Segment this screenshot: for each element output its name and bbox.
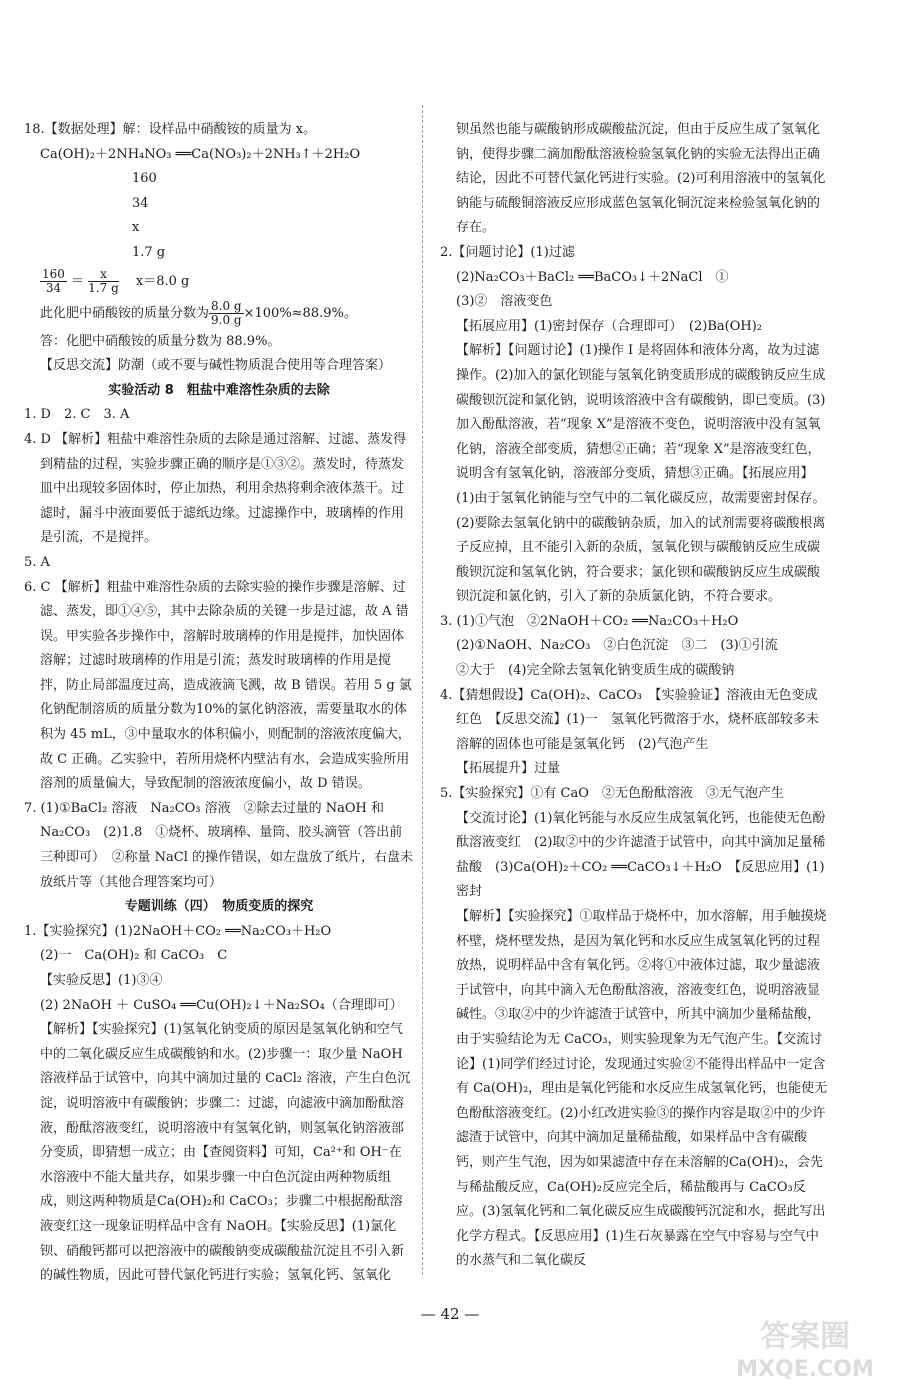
answer-4: 4. D 【解析】粗盐中难溶性杂质的去除是通过溶解、过滤、蒸发得到精盐的过程，实验步骤正确的顺序是①③②。蒸发时，待蒸发皿中出现较多固体时，停止加热，利用余热将剩余液体蒸干。过滤时，漏斗中液面要低于滤纸边缘。过滤操作中，玻璃棒的作用是引流，不是搅拌。 (24, 431, 407, 546)
svg-text:MXQE.COM: MXQE.COM (736, 1357, 874, 1382)
svg-text:答案圈: 答案圈 (760, 1319, 850, 1354)
answer-5: 5. A (24, 554, 50, 570)
t2-analysis: 【解析】【问题讨论】(1)操作 I 是将固体和液体分离，故为过滤操作。(2)加入的氯化钡能与氢氧化钠变质形成的碳酸钠反应生成碳酸钡沉淀和氯化钠，说明该溶液中含有碳酸钠，即已变质。(3)加入酚酞溶液，若“现象 X”是溶液不变色，说明溶液中没有氢氧化钠，溶液全部变质，猜想②正确；若“现象 X”是溶液变红色，说明含有氢氧化钠，溶液部分变质，猜想③正确。【拓展应用】(1)由于氢氧化钠能与空气中的二氧化碳反应，故需要密封保存。(2)要除去氢氧化钠中的碳酸钠杂质，加入的试剂需要将碳酸根离子反应掉，且不能引入新的杂质，氢氧化钡与碳酸钠反应生成碳酸钡沉淀和氢氧化钠，符合要求；氯化钡和碳酸钠反应生成碳酸钡沉淀和氯化钠，引入了新的杂质氯化钠，不符合要求。 (456, 343, 826, 605)
q18-mass-row: x1.7 g (132, 220, 166, 260)
q18-equation: Ca(OH)₂＋2NH₄NO₃ ══Ca(NO₃)₂＋2NH₃↑＋2H₂O (40, 146, 361, 162)
t3-part2: (2)①NaOH、Na₂CO₃ ②白色沉淀 ③二 (3)①引流 (456, 638, 778, 654)
answers-1-3: 1. D 2. C 3. A (24, 407, 130, 423)
fraction-8-9: $\frac{8.0 g}{9.0 g}$ (211, 298, 242, 327)
t1-analysis-cont: 钡虽然也能与碳酸钠形成碳酸盐沉淀，但由于反应生成了氢氧化钠，使得步骤二滴加酚酞溶液检验氢氧化钠的实验无法得出正确结论，因此不可替代氯化钙进行实验。(2)可利用溶液中的氢氧化钠能与硫酸铜溶液反应形成蓝色氢氧化铜沉淀来检验氢氧化钠的存在。 (456, 122, 826, 236)
left-column (24, 118, 414, 1289)
t3-part4: ②大于 (4)完全除去氢氧化钠变质生成的碳酸钠 (456, 663, 735, 679)
answer-7: 7. (1)①BaCl₂ 溶液 Na₂CO₃ 溶液 ②除去过量的 NaOH 和 Na₂CO₃ (2)1.8 ①烧杯、玻璃棒、量筒、胶头滴管（答出前三种即可） ②称量 NaCl 的操作错误，如左盘放了纸片，右盘未放纸片等（其他合理答案均可） (24, 800, 413, 890)
column-divider (422, 105, 423, 1275)
page-number: — 42 — (420, 1305, 480, 1323)
t1-part2: (2)一 Ca(OH)₂ 和 CaCO₃ C (40, 948, 228, 964)
t5-analysis: 【解析】【实验探究】①取样品于烧杯中，加水溶解，用手触摸烧杯壁，烧杯壁发热，是因为氧化钙和水反应生成氢氧化钙的过程放热，说明样品中含有氧化钙。②将①中液体过滤，取少量滤液于试管中，向其中滴入无色酚酞溶液，溶液变红色，说明溶液显碱性。③取②中的少许滤渣于试管中，所其中滴加少量稀盐酸，由于实验结论为无 CaCO₃，则实验现象为无气泡产生。【交流讨论】(1)同学们经过讨论，发现通过实验②不能得出样品中一定含有 Ca(OH)₂，理由是氧化钙能和水反应生成氢氧化钙，也能使无色酚酞溶液变红。(2)小红改进实验③的操作内容是取②中的少许滤渣于试管中，向其中滴加足量稀盐酸，如果样品中含有碳酸钙，则产生气泡，因为如果滤渣中存在未溶解的Ca(OH)₂，会先与稀盐酸反应，Ca(OH)₂反应完全后，稀盐酸再与 CaCO₃反应。(3)氢氧化钙和二氧化碳反应生成碳酸钙沉淀和水，据此写出化学方程式。【反思应用】(1)生石灰暴露在空气中容易与空气中的水蒸气和二氧化碳反 (456, 909, 828, 1269)
t2-extension: 【拓展应用】(1)密封保存（合理即可） (2)Ba(OH)₂ (456, 318, 762, 334)
q18-percentage: 此化肥中硝酸铵的质量分数为 $\frac{8.0 g}{9.0 g}$ ×100%≈88.9%。 (40, 298, 357, 327)
t1-reflection: 【实验反思】(1)③④ (40, 973, 163, 988)
t1-reflection-2: (2) 2NaOH ＋ CuSO₄ ══Cu(OH)₂↓＋Na₂SO₄（合理即可） (40, 997, 403, 1013)
q18-reflection: 【反思交流】防潮（或不要与碱性物质混合使用等合理答案） (40, 358, 392, 374)
answer-6: 6. C 【解析】粗盐中难溶性杂质的去除实验的操作步骤是溶解、过滤、蒸发，即①④⑤，其中去除杂质的关键一步是过滤，故 A 错误。甲实验各步操作中，溶解时玻璃棒的作用是搅拌，加快固体溶解；过滤时玻璃棒的作用是引流；蒸发时玻璃棒的作用是搅拌，防止局部温度过高，造成液滴飞溅，故 B 错误。若用 5 g 氯化钠配制溶质的质量分数为10%的氯化钠溶液，需要量取水的体积为 45 mL，③中量取水的体积偏小，则配制的溶液浓度偏大，故 C 正确。乙实验中，若所用烧杯内壁沾有水，会造成实验所用溶剂的质量偏大，导致配制的溶液浓度偏小，故 D 错误。 (24, 579, 412, 792)
t4-answer: 4.【猜想假设】Ca(OH)₂、CaCO₃ 【实验验证】溶液由无色变成红色 【反思交流】(1)一 氢氧化钙微溶于水，烧杯底部较多未溶解的固体也可能是氢氧化钙 (2)气泡产生 (440, 687, 819, 752)
section-title-special-training-4: 专题训练（四） 物质变质的探究 (124, 899, 314, 915)
right-column (440, 118, 830, 1274)
t2-equation: (2)Na₂CO₃＋BaCl₂ ══BaCO₃↓＋2NaCl ① (456, 269, 729, 285)
t5-experiment: 5.【实验探究】①有 CaO ②无色酚酞溶液 ③无气泡产生 (440, 786, 784, 802)
t2-part3: (3)② 溶液变色 (456, 294, 553, 310)
section-title-activity-8: 实验活动 8 粗盐中难溶性杂质的去除 (108, 382, 330, 398)
t5-discussion: 【交流讨论】(1)氧化钙能与水反应生成氢氧化钙，也能使无色酚酞溶液变红 (2)取②中的少许滤渣于试管中，向其中滴加足量稀盐酸 (3)Ca(OH)₂＋CO₂ ══CaCO₃↓＋H₂O 【反思应用】(1)密封 (456, 810, 826, 900)
watermark-logo (720, 1312, 890, 1384)
fraction-160-34: $\frac{160}{34}$ (42, 266, 65, 295)
q18-proportion: $\frac{160}{34}$ ＝ $\frac{x}{1.7 g}$ x＝8.0 g (42, 266, 190, 295)
t3-part1: 3. (1)①气泡 ②2NaOH＋CO₂ ══Na₂CO₃＋H₂O (440, 613, 739, 629)
t2-discussion: 2.【问题讨论】(1)过滤 (440, 244, 575, 260)
t1-analysis: 【解析】【实验探究】(1)氢氧化钠变质的原因是氢氧化钠和空气中的二氧化碳反应生成碳酸钠和水。(2)步骤一：取少量 NaOH 溶液样品于试管中，向其中滴加过量的 CaCl₂ 溶液，产生白色沉淀，说明溶液中有碳酸钠；步骤二：过滤，向滤液中滴加酚酞溶液，酚酞溶液变红，说明溶液中有氢氧化钠，则氢氧化钠溶液部分变质，即猜想一成立；由【查阅资料】可知，Ca²⁺和 OH⁻在水溶液中不能大量共存，如果步骤一中白色沉淀由两种物质组成，则这两种物质是Ca(OH)₂和 CaCO₃；步骤二中根据酚酞溶液变红这一现象证明样品中含有 NaOH。【实验反思】(1)氯化钡、硝酸钙都可以把溶液中的碳酸钠变成碳酸盐沉淀且不引入新的碱性物质，因此可替代氯化钙进行实验；氢氧化钙、氢氧化 (40, 1022, 411, 1284)
t4-extension: 【拓展提升】过量 (456, 761, 561, 777)
q18-answer: 答：化肥中硝酸铵的质量分数为 88.9%。 (40, 333, 281, 349)
q18-heading: 18.【数据处理】解：设样品中硝酸铵的质量为 x。 (24, 122, 317, 137)
fraction-x-1.7g: $\frac{x}{1.7 g}$ (88, 266, 119, 295)
t1-experiment: 1.【实验探究】(1)2NaOH＋CO₂ ══Na₂CO₃＋H₂O (24, 923, 332, 939)
q18-ratio-row: 16034 (132, 171, 157, 211)
